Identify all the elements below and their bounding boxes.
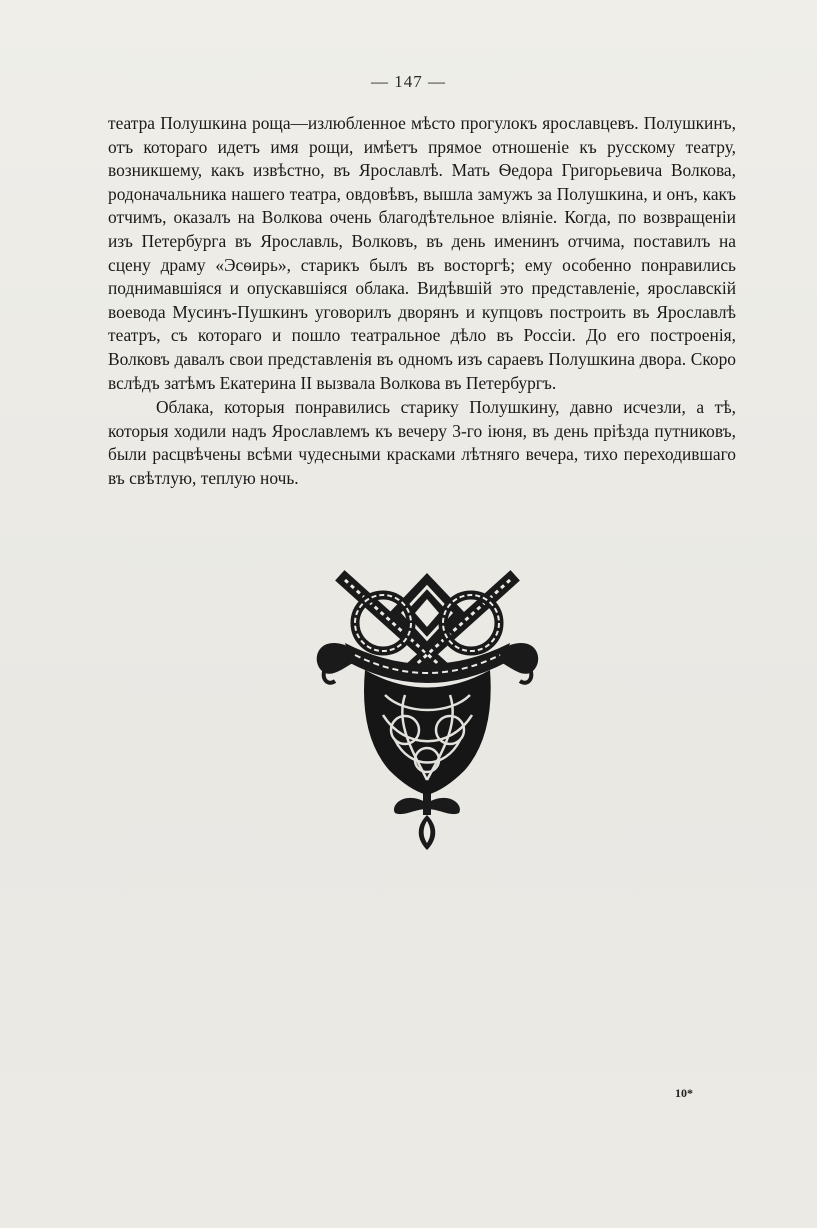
interlace-tailpiece-ornament-icon	[305, 565, 550, 855]
page-number: — 147 —	[371, 72, 446, 91]
paragraph-2: Облака, которыя понравились старику Полушкину, давно исчезли, а тѣ, которыя ходили надъ Ярославлемъ къ вечеру 3-го іюня, въ день пріѣзда путниковъ, были расцвѣчены всѣми чудесными красками лѣтняго вечера, тихо переходившаго въ свѣтлую, теплую ночь.	[108, 397, 736, 488]
signature-mark: 10*	[675, 1086, 693, 1100]
body-text	[108, 112, 736, 491]
paragraph-1: театра Полушкина роща—излюбленное мѣсто прогулокъ ярославцевъ. Полушкинъ, отъ котораго идетъ имя рощи, имѣетъ прямое отношеніе къ русскому театру, возникшему, какъ извѣстно, въ Ярославлѣ. Мать Ѳедора Григорьевича Волкова, родоначальника нашего театра, овдовѣвъ, вышла замужъ за Полушкина, и онъ, какъ отчимъ, оказалъ на Волкова очень благодѣтельное вліяніе. Когда, по возвращеніи изъ Петербурга въ Ярославль, Волковъ, въ день именинъ отчима, поставилъ на сцену драму «Эсѳирь», старикъ былъ въ восторгѣ; ему особенно понравились поднимавшіяся и опускавшіяся облака. Видѣвшій это представленіе, ярославскій воевода Мусинъ-Пушкинъ уговорилъ дворянъ и купцовъ построить въ Ярославлѣ театръ, съ котораго и пошло театральное дѣло въ Россіи. До его построенія, Волковъ давалъ свои представленія въ одномъ изъ сараевъ Полушкина двора. Скоро вслѣдъ затѣмъ Екатерина II вызвала Волкова въ Петербургъ.	[108, 113, 736, 393]
